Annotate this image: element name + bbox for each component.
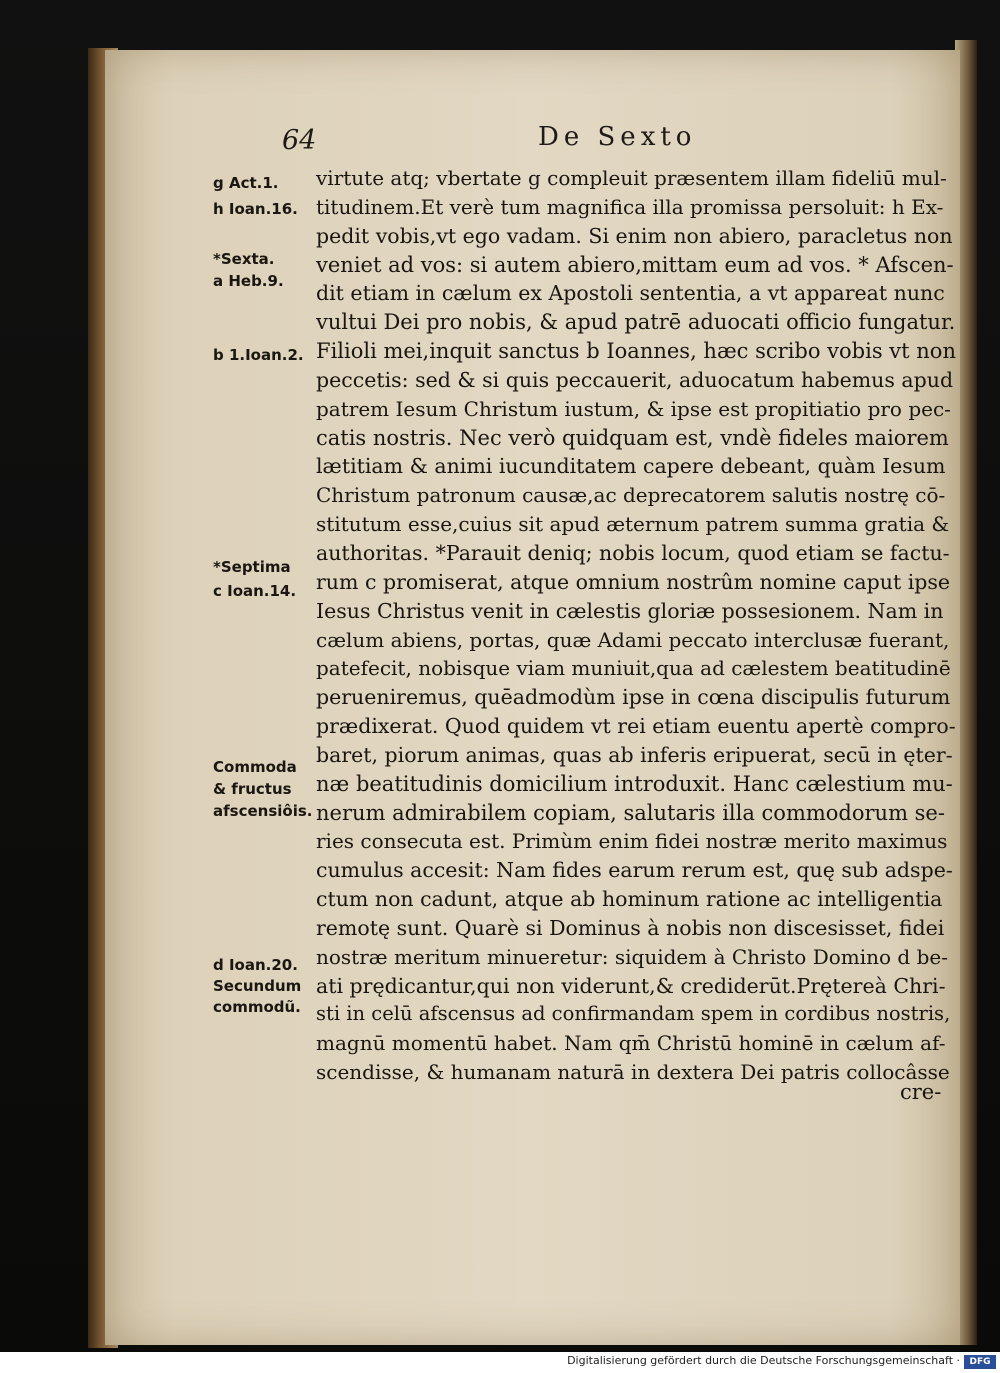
- text-line: ries consecuta est. Primùm enim fidei nostræ merito maximus: [316, 829, 948, 854]
- text-line: patefecit, nobisque viam muniuit,qua ad cælestem beatitudinē: [316, 656, 951, 681]
- text-line: dit etiam in cælum ex Apostoli sententia, a vt appareat nunc: [316, 281, 945, 306]
- text-line: cumulus accesit: Nam fides earum rerum est, quę sub adspe-: [316, 858, 953, 883]
- margin-note: d Ioan.20.: [213, 956, 298, 974]
- text-line: patrem Iesum Christum iustum, & ipse est propitiatio pro pec-: [316, 396, 951, 421]
- text-line: remotę sunt. Quarè si Dominus à nobis non discesisset, fidei: [316, 915, 945, 940]
- text-line: rum c promiserat, atque omnium nostrûm nomine caput ipse: [316, 569, 951, 594]
- text-line: catis nostris. Nec verò quidquam est, vndè fideles maiorem: [316, 425, 949, 450]
- text-line: veniet ad vos: si autem abiero,mittam eum ad vos. * Afscen-: [316, 252, 954, 277]
- text-line: Iesus Christus venit in cælestis gloriæ possesionem. Nam in: [316, 598, 944, 623]
- margin-note: afscensiôis.: [213, 802, 313, 820]
- text-line: stitutum esse,cuius sit apud æternum patrem summa gratia &: [316, 512, 950, 537]
- main-text: [316, 164, 956, 1087]
- text-line: authoritas. *Parauit deniq; nobis locum, quod etiam se factu-: [316, 540, 950, 565]
- text-line: cælum abiens, portas, quæ Adami peccato interclusæ fuerant,: [316, 627, 950, 652]
- page-number: 64: [282, 125, 317, 156]
- margin-note: Commoda: [213, 758, 297, 776]
- text-line: lætitiam & animi iucunditatem capere debeant, quàm Iesum: [316, 454, 946, 479]
- margin-note: h Ioan.16.: [213, 200, 298, 218]
- margin-note: a Heb.9.: [213, 272, 284, 290]
- text-line: nerum admirabilem copiam, salutaris illa commodorum se-: [316, 800, 945, 825]
- text-line: vultui Dei pro nobis, & apud patrē aduocati officio fungatur.: [316, 310, 956, 335]
- catchword: cre-: [900, 1080, 942, 1104]
- text-line: virtute atq; vbertate g compleuit præsentem illam fideliū mul-: [316, 166, 947, 190]
- text-line: baret, piorum animas, quas ab inferis eripuerat, secū in ęter-: [316, 742, 953, 767]
- text-line: peccetis: sed & si quis peccauerit, aduocatum habemus apud: [316, 367, 954, 392]
- margin-note: c Ioan.14.: [213, 582, 297, 600]
- margin-note: *Septima: [213, 558, 291, 576]
- digitization-footer: [0, 1352, 1000, 1373]
- dfg-logo-icon: DFG: [964, 1355, 996, 1369]
- margin-note: Secundum: [213, 977, 302, 995]
- running-head: De Sexto: [538, 122, 697, 152]
- text-line: ctum non cadunt, atque ab hominum ratione ac intelligentia: [316, 887, 943, 912]
- text-line: nostræ meritum minueretur: siquidem à Christo Domino d be-: [316, 944, 948, 969]
- text-line: titudinem.Et verè tum magnifica illa promissa persoluit: h Ex-: [316, 194, 944, 219]
- text-line: ati prędicantur,qui non viderunt,& crediderūt.Prętereà Chri-: [316, 973, 946, 998]
- footer-credit: Digitalisierung gefördert durch die Deutsche Forschungsgemeinschaft ·: [567, 1354, 960, 1367]
- text-line: sti in celū afscensus ad confirmandam spem in cordibus nostris,: [316, 1002, 951, 1026]
- margin-note: g Act.1.: [213, 174, 279, 192]
- text-line: næ beatitudinis domicilium introduxit. Hanc cælestium mu-: [316, 771, 953, 796]
- text-line: pedit vobis,vt ego vadam. Si enim non abiero, paracletus non: [316, 223, 953, 248]
- margin-note: *Sexta.: [213, 250, 275, 268]
- text-line: Filioli mei,inquit sanctus b Ioannes, hæc scribo vobis vt non: [316, 339, 956, 364]
- text-line: scendisse, & humanam naturā in dextera Dei patris collocâsse: [316, 1060, 950, 1085]
- text-line: Christum patronum causæ,ac deprecatorem salutis nostrę cō-: [316, 483, 946, 508]
- text-line: magnū momentū habet. Nam qm̄ Christū hominē in cælum af-: [316, 1031, 946, 1056]
- text-line: perueniremus, quēadmodùm ipse in cœna discipulis futurum: [316, 685, 951, 710]
- margin-note: commodũ.: [213, 998, 301, 1016]
- text-line: prædixerat. Quod quidem vt rei etiam euentu apertè compro-: [316, 714, 956, 739]
- margin-note: & fructus: [213, 780, 292, 798]
- margin-note: b 1.Ioan.2.: [213, 346, 304, 364]
